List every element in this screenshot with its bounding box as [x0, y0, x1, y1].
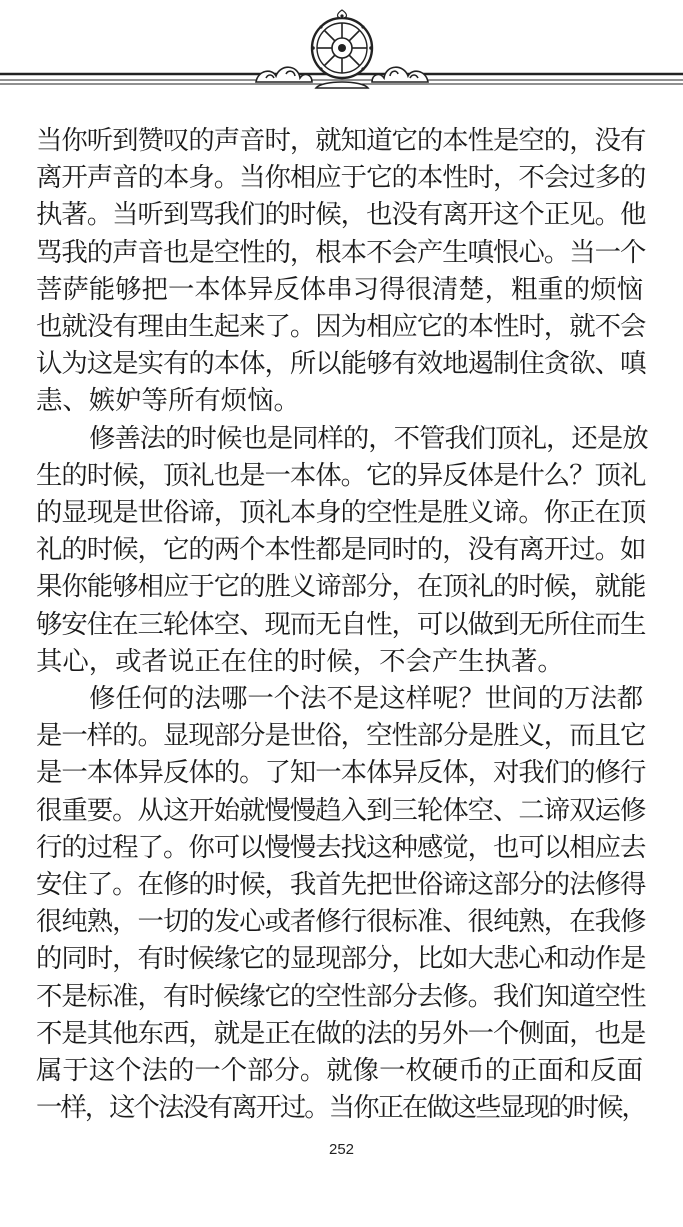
page-number: 252	[328, 1141, 355, 1158]
text-line: 执著。当听到骂我们的时候，也没有离开这个正见。他	[36, 199, 646, 231]
cloud-scroll-icon	[256, 67, 312, 82]
text-line: 生的时候，顶礼也是一本体。它的异反体是什么？顶礼	[36, 459, 646, 491]
text-line: 不是其他东西，就是正在做的法的另外一个侧面，也是	[36, 1017, 646, 1049]
text-line: 修任何的法哪一个法不是这样呢？世间的万法都	[89, 683, 644, 715]
text-line: 属于这个法的一个部分。就像一枚硬币的正面和反面	[36, 1055, 643, 1087]
text-line: 礼的时候，它的两个本性都是同时的，没有离开过。如	[36, 534, 646, 566]
text-line: 的显现是世俗谛，顶礼本身的空性是胜义谛。你正在顶	[36, 497, 646, 529]
text-line: 不是标准，有时候缘它的空性部分去修。我们知道空性	[36, 980, 646, 1012]
text-line: 也就没有理由生起来了。因为相应它的本性时，就不会	[36, 311, 646, 343]
text-line: 当你听到赞叹的声音时，就知道它的本性是空的，没有	[36, 125, 646, 156]
body-text	[36, 122, 648, 1126]
text-line: 很重要。从这开始就慢慢趋入到三轮体空、二谛双运修	[36, 794, 646, 826]
text-line: 行的过程了。你可以慢慢去找这种感觉，也可以相应去	[36, 831, 646, 863]
dharma-wheel-icon	[311, 10, 373, 88]
paragraph-1	[36, 122, 648, 420]
text-line: 其心，或者说正在住的时候，不会产生执著。	[36, 645, 564, 677]
text-line: 一样，这个法没有离开过。当你正在做这些显现的时候，	[36, 1092, 646, 1124]
text-line: 是一样的。显现部分是世俗，空性部分是胜义，而且它	[36, 720, 646, 752]
paragraph-2	[36, 420, 648, 680]
text-line: 骂我的声音也是空性的，根本不会产生嗔恨心。当一个	[36, 236, 646, 268]
text-line: 是一本体异反体的。了知一本体异反体，对我们的修行	[36, 757, 646, 789]
text-line: 修善法的时候也是同样的，不管我们顶礼，还是放	[89, 422, 648, 454]
text-line: 认为这是实有的本体，所以能够有效地遏制住贪欲、嗔	[36, 348, 646, 380]
text-line: 的同时，有时候缘它的显现部分，比如大悲心和动作是	[36, 943, 646, 975]
text-line: 果你能够相应于它的胜义谛部分，在顶礼的时候，就能	[36, 571, 646, 603]
text-line: 恚、嫉妒等所有烦恼。	[36, 385, 300, 417]
text-line: 够安住在三轮体空、现而无自性，可以做到无所住而生	[36, 608, 646, 640]
text-line: 离开声音的本身。当你相应于它的本性时，不会过多的	[36, 162, 646, 194]
cloud-scroll-icon	[372, 67, 428, 82]
text-line: 菩萨能够把一本体异反体串习得很清楚，粗重的烦恼	[36, 273, 643, 305]
text-line: 安住了。在修的时候，我首先把世俗谛这部分的法修得	[36, 869, 646, 901]
header-ornament	[0, 0, 683, 100]
paragraph-3	[36, 680, 648, 1126]
text-line: 很纯熟，一切的发心或者修行很标准、很纯熟，在我修	[36, 906, 646, 938]
